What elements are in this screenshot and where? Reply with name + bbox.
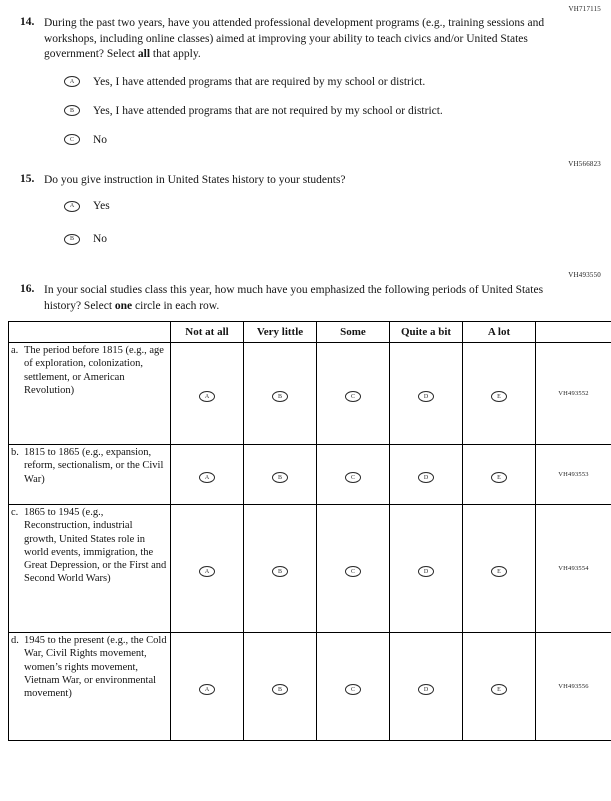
answer-bubble-icon[interactable]: B	[64, 234, 80, 245]
row-d-bubble-some[interactable]	[317, 633, 390, 741]
row-a-letter: a.	[11, 345, 19, 357]
q14-option-a[interactable]	[64, 76, 603, 88]
answer-bubble-icon[interactable]: C	[345, 391, 361, 402]
answer-bubble-icon[interactable]: E	[491, 684, 507, 695]
row-c-code: VH493554	[536, 505, 611, 633]
answer-bubble-icon[interactable]: E	[491, 566, 507, 577]
q15-option-yes[interactable]	[64, 200, 603, 212]
answer-bubble-icon[interactable]: C	[64, 134, 80, 145]
row-d-label-cell	[9, 633, 171, 741]
header-very-little: Very little	[244, 322, 317, 343]
question-16-number: 16.	[20, 283, 35, 296]
table-header-row	[9, 322, 611, 343]
row-a-bubble-a-lot[interactable]	[463, 343, 536, 445]
row-a-label: The period before 1815 (e.g., age of exploration, colonization, settlement, or American Revolution)	[24, 345, 164, 396]
q14-option-a-label: Yes, I have attended programs that are required by my school or district.	[93, 75, 426, 88]
row-c-bubble-some[interactable]	[317, 505, 390, 633]
question-14-number: 14.	[20, 16, 35, 28]
row-a-label-cell	[9, 343, 171, 445]
question-15	[20, 173, 593, 189]
q15-option-yes-label: Yes	[93, 200, 110, 213]
answer-bubble-icon[interactable]: C	[345, 566, 361, 577]
q14-option-c-label: No	[93, 133, 108, 146]
row-d-bubble-not-at-all[interactable]	[171, 633, 244, 741]
row-a-code: VH493552	[536, 343, 611, 445]
question-14	[20, 16, 593, 63]
row-b-bubble-very-little[interactable]	[244, 445, 317, 505]
answer-bubble-icon[interactable]: C	[345, 684, 361, 695]
row-d-bubble-a-lot[interactable]	[463, 633, 536, 741]
row-d-code: VH493556	[536, 633, 611, 741]
answer-bubble-icon[interactable]: B	[64, 105, 80, 116]
question-16	[20, 283, 593, 314]
row-a-bubble-quite-a-bit[interactable]	[390, 343, 463, 445]
question-16-text-before: In your social studies class this year, how much have you emphasized the following periods of United States history? Select	[44, 284, 544, 312]
row-c-bubble-quite-a-bit[interactable]	[390, 505, 463, 633]
row-c-label-cell	[9, 505, 171, 633]
row-b-bubble-some[interactable]	[317, 445, 390, 505]
q14-option-b[interactable]	[64, 105, 603, 117]
table-row-a	[9, 343, 611, 445]
header-quite-a-bit: Quite a bit	[390, 322, 463, 343]
question-14-options	[64, 76, 603, 146]
answer-bubble-icon[interactable]: D	[418, 566, 434, 577]
answer-bubble-icon[interactable]: B	[272, 472, 288, 483]
row-d-bubble-quite-a-bit[interactable]	[390, 633, 463, 741]
question-14-text-before: During the past two years, have you attended professional development programs (e.g., training sessions and workshops, including online classes) aimed at improving your ability to teach civics and/or United States government? Select	[44, 17, 545, 61]
row-c-bubble-a-lot[interactable]	[463, 505, 536, 633]
header-a-lot: A lot	[463, 322, 536, 343]
row-c-letter: c.	[11, 507, 19, 519]
row-b-bubble-not-at-all[interactable]	[171, 445, 244, 505]
header-empty	[9, 322, 171, 343]
answer-bubble-icon[interactable]: D	[418, 472, 434, 483]
q14-option-c[interactable]	[64, 134, 603, 146]
q16-rating-table	[8, 321, 611, 741]
header-code-empty	[536, 322, 611, 343]
answer-bubble-icon[interactable]: B	[272, 684, 288, 695]
question-14-text	[44, 16, 593, 63]
row-d-bubble-very-little[interactable]	[244, 633, 317, 741]
row-a-bubble-very-little[interactable]	[244, 343, 317, 445]
row-a-bubble-some[interactable]	[317, 343, 390, 445]
header-not-at-all: Not at all	[171, 322, 244, 343]
answer-bubble-icon[interactable]: C	[345, 472, 361, 483]
form-code-before-q16: VH493550	[568, 271, 601, 280]
row-b-letter: b.	[11, 447, 19, 459]
question-15-number: 15.	[20, 172, 35, 185]
row-d-label: 1945 to the present (e.g., the Cold War, Civil Rights movement, women’s rights movement, Vietnam War, or environmental movement)	[24, 635, 167, 699]
row-c-bubble-very-little[interactable]	[244, 505, 317, 633]
row-c-bubble-not-at-all[interactable]	[171, 505, 244, 633]
row-b-bubble-a-lot[interactable]	[463, 445, 536, 505]
answer-bubble-icon[interactable]: E	[491, 391, 507, 402]
answer-bubble-icon[interactable]: A	[199, 684, 215, 695]
table-row-b	[9, 445, 611, 505]
question-16-text	[44, 283, 593, 314]
q14-option-b-label: Yes, I have attended programs that are not required by my school or district.	[93, 104, 443, 117]
row-b-bubble-quite-a-bit[interactable]	[390, 445, 463, 505]
row-a-bubble-not-at-all[interactable]	[171, 343, 244, 445]
answer-bubble-icon[interactable]: A	[199, 566, 215, 577]
answer-bubble-icon[interactable]: A	[199, 391, 215, 402]
question-14-text-after: that apply.	[150, 48, 201, 61]
q15-option-no-label: No	[93, 233, 108, 246]
answer-bubble-icon[interactable]: B	[272, 566, 288, 577]
row-c-label: 1865 to 1945 (e.g., Reconstruction, industrial growth, United States role in world events, immigration, the Great Depression, or the First and Second World Wars)	[24, 507, 167, 585]
answer-bubble-icon[interactable]: D	[418, 391, 434, 402]
question-14-text-bold: all	[137, 48, 151, 61]
row-b-code: VH493553	[536, 445, 611, 505]
answer-bubble-icon[interactable]: E	[491, 472, 507, 483]
q15-option-no[interactable]	[64, 233, 603, 245]
question-15-text: Do you give instruction in United States history to your students?	[44, 173, 346, 186]
form-code-before-q15: VH566823	[568, 159, 601, 168]
row-b-label: 1815 to 1865 (e.g., expansion, reform, sectionalism, or the Civil War)	[24, 447, 164, 485]
question-16-text-bold: one	[114, 299, 133, 312]
row-b-label-cell	[9, 445, 171, 505]
question-16-text-after: circle in each row.	[132, 299, 220, 312]
question-15-options	[64, 200, 603, 245]
row-d-letter: d.	[11, 635, 19, 647]
answer-bubble-icon[interactable]: A	[64, 76, 80, 87]
answer-bubble-icon[interactable]: B	[272, 391, 288, 402]
answer-bubble-icon[interactable]: D	[418, 684, 434, 695]
form-code-top: VH717115	[568, 5, 601, 13]
answer-bubble-icon[interactable]: A	[199, 472, 215, 483]
answer-bubble-icon[interactable]: A	[64, 201, 80, 212]
table-row-d	[9, 633, 611, 741]
table-row-c	[9, 505, 611, 633]
header-some: Some	[317, 322, 390, 343]
